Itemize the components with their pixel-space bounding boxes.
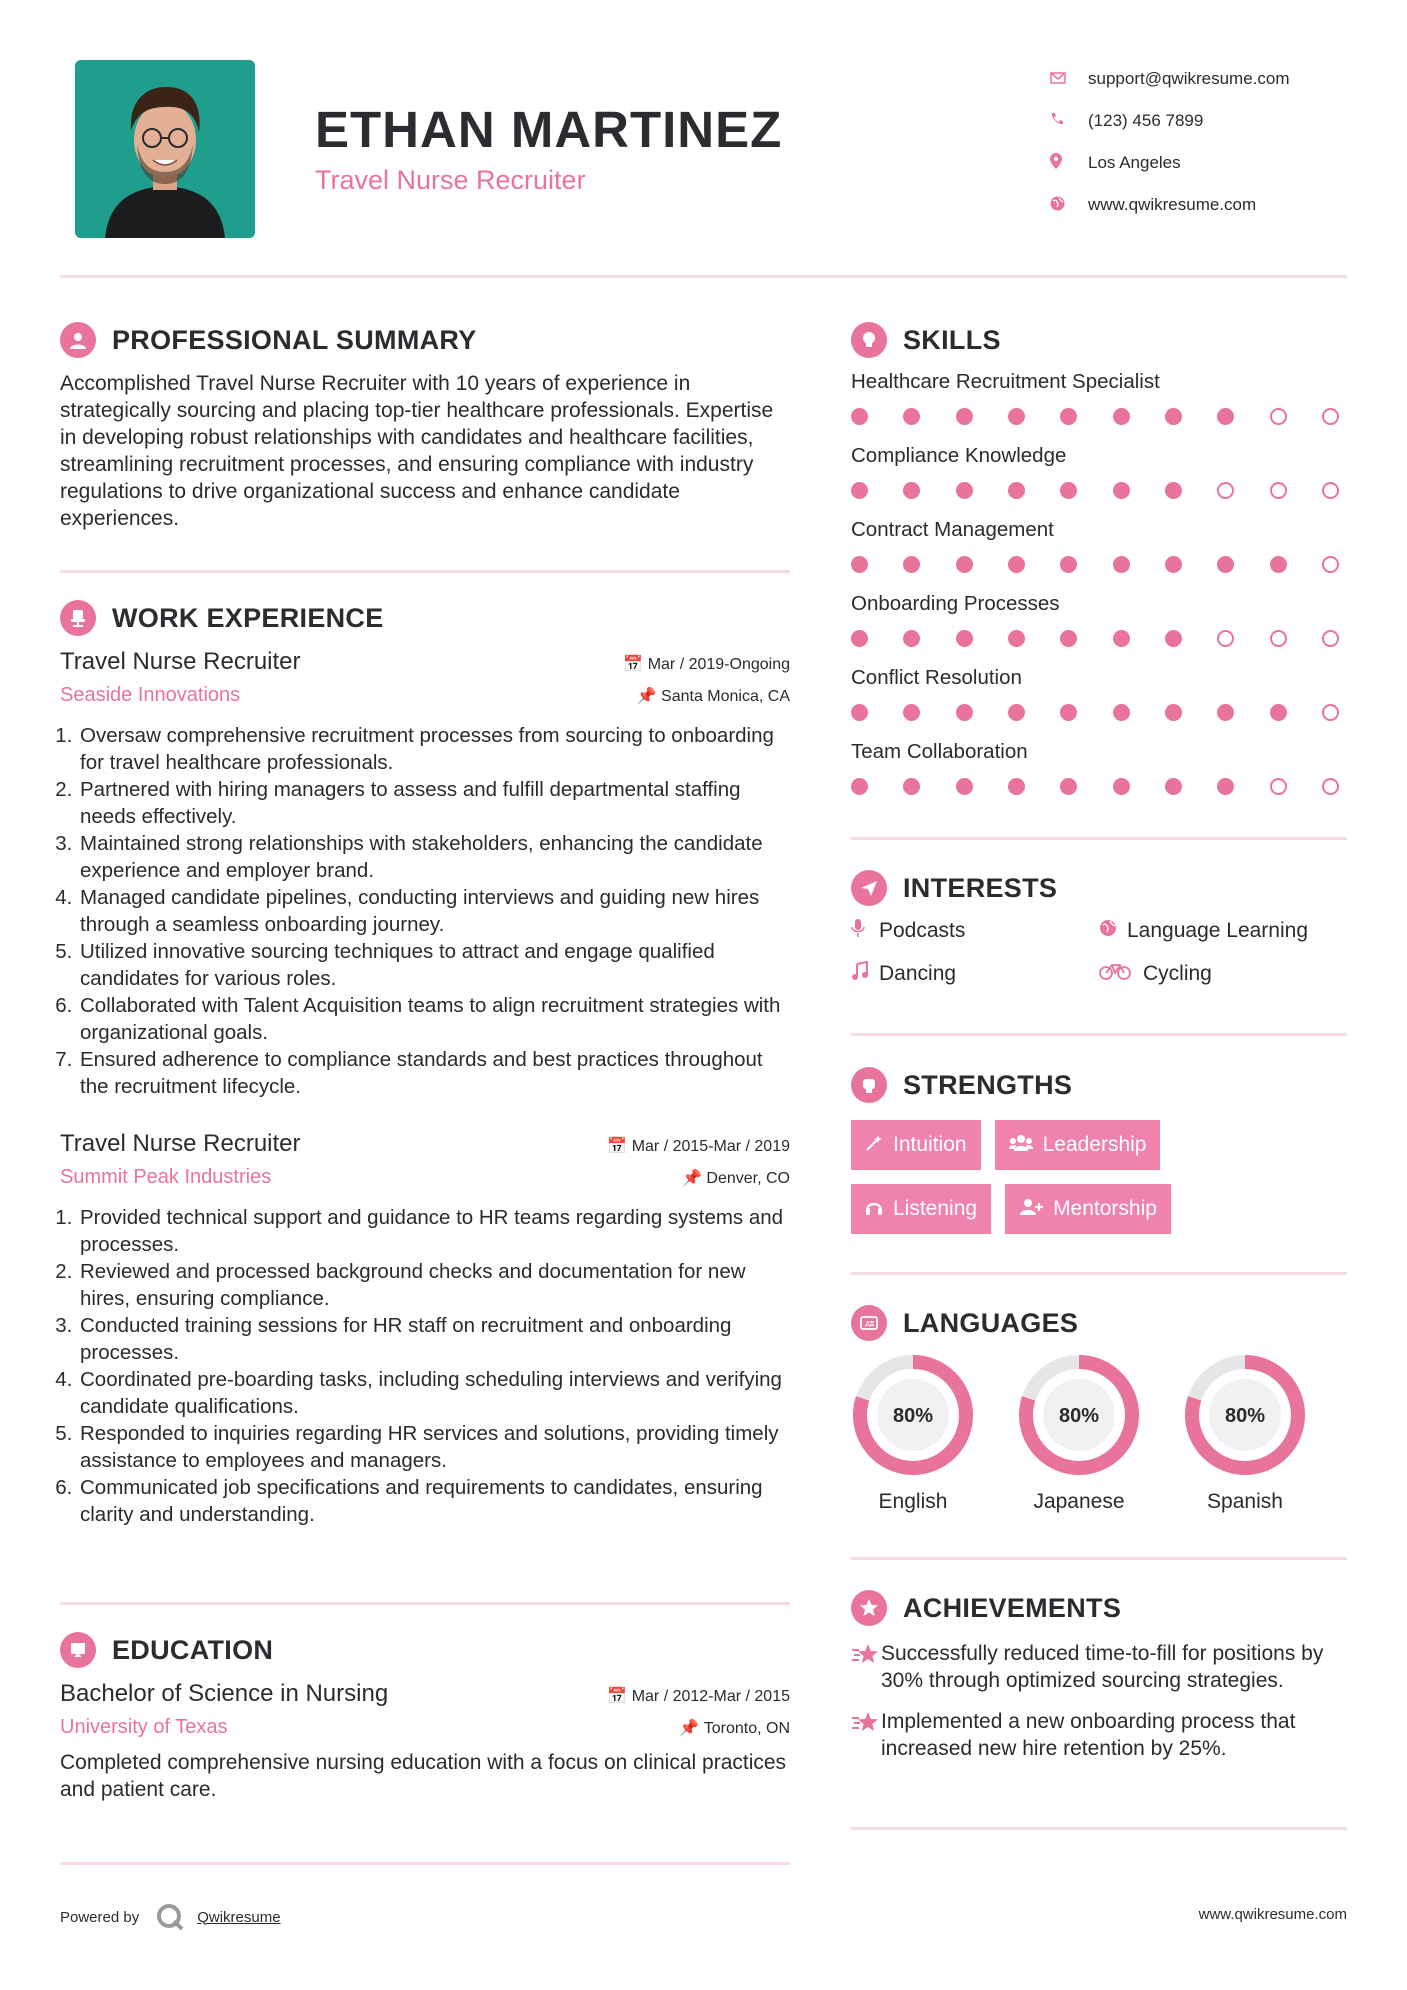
contact-list: [1050, 58, 1370, 226]
user-icon: [60, 322, 96, 358]
strength-tag: [851, 1184, 991, 1234]
rating-dot-empty: [1217, 482, 1234, 499]
rating-dot-empty: [1322, 778, 1339, 795]
languages-heading: LANGUAGES: [903, 1307, 1079, 1338]
skill-name: Contract Management: [851, 518, 1054, 541]
rating-dot-filled: [956, 408, 973, 425]
divider: [851, 1827, 1347, 1830]
strength-label: Listening: [893, 1197, 978, 1220]
language-name: Japanese: [1033, 1490, 1125, 1513]
globe-icon: [1050, 196, 1088, 215]
achievement-item: [851, 1708, 1347, 1762]
list-item: 4. Managed candidate pipelines, conducting interviews and guiding new hires through a seamless onboarding journey.: [78, 884, 790, 938]
interest-item: [1099, 961, 1339, 986]
rating-dot-filled: [1060, 556, 1077, 573]
divider: [851, 1272, 1347, 1275]
rating-dot-filled: [1165, 704, 1182, 721]
rating-dot-filled: [1008, 408, 1025, 425]
skill-item: [851, 740, 1347, 814]
rating-dot-filled: [851, 408, 868, 425]
contact-email-text: support@qwikresume.com: [1088, 69, 1290, 88]
skill-item: [851, 592, 1347, 666]
interest-label: Language Learning: [1127, 918, 1309, 942]
microphone-icon: [851, 918, 879, 943]
interests-section: [851, 870, 1347, 986]
rating-dot-filled: [956, 778, 973, 795]
graduation-icon: [60, 1632, 96, 1668]
language-percent: 80%: [1058, 1405, 1100, 1427]
rating-dot-filled: [1113, 482, 1130, 499]
skill-rating: [851, 768, 1339, 814]
rating-dot-empty: [1322, 556, 1339, 573]
calendar-icon: 📅: [607, 1688, 632, 1705]
divider: [60, 1862, 790, 1865]
skills-heading: SKILLS: [903, 324, 1001, 355]
qwikresume-logo-icon: [155, 1902, 185, 1932]
contact-website-text: www.qwikresume.com: [1088, 195, 1257, 214]
skill-item: [851, 444, 1347, 518]
rating-dot-filled: [1113, 704, 1130, 721]
education-heading: EDUCATION: [112, 1634, 274, 1665]
interest-item: [1099, 918, 1339, 943]
skills-list: [851, 370, 1347, 814]
headphones-icon: [865, 1198, 883, 1221]
rating-dot-filled: [1060, 408, 1077, 425]
experience-section: [60, 600, 790, 1528]
rating-dot-filled: [903, 704, 920, 721]
powered-by-label: Powered by: [60, 1908, 140, 1926]
list-item: 3. Maintained strong relationships with stakeholders, enhancing the candidate experience and employer brand.: [78, 830, 790, 884]
job-title: Travel Nurse Recruiter: [60, 1130, 301, 1157]
rating-dot-filled: [851, 778, 868, 795]
job-date-text: Mar / 2015-Mar / 2019: [631, 1138, 790, 1155]
achievements-section: [851, 1590, 1347, 1762]
job-entry: [60, 1130, 790, 1528]
rating-dot-filled: [1008, 704, 1025, 721]
map-marker-icon: [1050, 153, 1088, 173]
list-item: 3. Conducted training sessions for HR staff on recruitment and onboarding processes.: [78, 1312, 790, 1366]
divider: [851, 1033, 1347, 1036]
envelope-icon: [1050, 71, 1088, 88]
rating-dot-filled: [1060, 778, 1077, 795]
divider: [60, 570, 790, 573]
contact-location: [1050, 142, 1370, 184]
skill-rating: [851, 472, 1339, 518]
rating-dot-empty: [1322, 482, 1339, 499]
pushpin-icon: 📌: [682, 1170, 707, 1187]
language-ring: [1183, 1353, 1307, 1477]
skill-item: [851, 666, 1347, 740]
list-item: 2. Reviewed and processed background checks and documentation for new hires, ensuring compliance.: [78, 1258, 790, 1312]
skill-name: Onboarding Processes: [851, 592, 1060, 615]
rating-dot-filled: [1217, 408, 1234, 425]
rating-dot-filled: [1113, 556, 1130, 573]
strength-label: Leadership: [1042, 1133, 1147, 1156]
rating-dot-empty: [1270, 778, 1287, 795]
star-badge-icon: [851, 1590, 887, 1626]
job-bullets: [60, 1204, 790, 1528]
rating-dot-filled: [1165, 778, 1182, 795]
summary-heading: PROFESSIONAL SUMMARY: [112, 324, 477, 355]
fist-icon: [851, 1067, 887, 1103]
contact-email[interactable]: [1050, 58, 1370, 100]
rating-dot-filled: [1165, 482, 1182, 499]
candidate-title: Travel Nurse Recruiter: [315, 165, 586, 195]
list-item: 1. Oversaw comprehensive recruitment processes from sourcing to onboarding for travel healthcare professionals.: [78, 722, 790, 776]
job-location-text: Denver, CO: [706, 1170, 790, 1187]
rating-dot-filled: [903, 630, 920, 647]
rating-dot-filled: [1008, 630, 1025, 647]
strengths-section: [851, 1067, 1347, 1234]
rating-dot-filled: [851, 556, 868, 573]
skill-rating: [851, 620, 1339, 666]
list-item: 4. Coordinated pre-boarding tasks, including scheduling interviews and verifying candidate qualifications.: [78, 1366, 790, 1420]
interest-label: Podcasts: [879, 918, 966, 942]
rating-dot-empty: [1322, 704, 1339, 721]
languages-list: [851, 1353, 1347, 1514]
magic-wand-icon: [865, 1134, 883, 1157]
rating-dot-filled: [1217, 556, 1234, 573]
strength-tag: [1005, 1184, 1171, 1234]
candidate-name: ETHAN MARTINEZ: [315, 101, 783, 158]
interest-item: [851, 961, 1099, 986]
rating-dot-filled: [1165, 556, 1182, 573]
skill-item: [851, 370, 1347, 444]
rating-dot-filled: [903, 482, 920, 499]
education-section: [60, 1632, 790, 1803]
rating-dot-empty: [1270, 630, 1287, 647]
rating-dot-filled: [851, 704, 868, 721]
education-location-text: Toronto, ON: [703, 1720, 790, 1737]
rating-dot-filled: [851, 482, 868, 499]
rating-dot-filled: [1270, 704, 1287, 721]
education-description: Completed comprehensive nursing education with a focus on clinical practices and patient care.: [60, 1751, 787, 1801]
skills-section: [851, 322, 1347, 814]
language-percent: 80%: [892, 1405, 934, 1427]
degree-title: Bachelor of Science in Nursing: [60, 1680, 389, 1707]
music-note-icon: [851, 961, 879, 986]
language-name: English: [878, 1490, 948, 1513]
skill-name: Team Collaboration: [851, 740, 1028, 763]
list-item: 5. Utilized innovative sourcing techniques to attract and engage qualified candidates for various roles.: [78, 938, 790, 992]
divider: [60, 1602, 790, 1605]
star-icon: [851, 1640, 881, 1674]
strength-tag: [995, 1120, 1161, 1170]
rating-dot-empty: [1270, 408, 1287, 425]
interests-list: [851, 918, 1347, 986]
pushpin-icon: 📌: [679, 1720, 704, 1737]
language-item: [851, 1353, 975, 1514]
rating-dot-filled: [1165, 408, 1182, 425]
rating-dot-filled: [1165, 630, 1182, 647]
user-plus-icon: [1019, 1198, 1043, 1221]
rating-dot-filled: [903, 408, 920, 425]
job-date: [623, 654, 790, 674]
language-name: Spanish: [1207, 1490, 1283, 1513]
strengths-heading: STRENGTHS: [903, 1069, 1073, 1100]
rating-dot-filled: [1113, 778, 1130, 795]
contact-phone[interactable]: [1050, 100, 1370, 142]
rating-dot-filled: [851, 630, 868, 647]
languages-section: [851, 1305, 1347, 1514]
divider: [851, 1557, 1347, 1560]
skill-name: Conflict Resolution: [851, 666, 1022, 689]
job-company: Seaside Innovations: [60, 684, 241, 706]
rating-dot-empty: [1322, 408, 1339, 425]
achievements-heading: ACHIEVEMENTS: [903, 1592, 1122, 1623]
rating-dot-filled: [956, 482, 973, 499]
skill-rating: [851, 398, 1339, 444]
rating-dot-filled: [1008, 556, 1025, 573]
rating-dot-filled: [903, 556, 920, 573]
star-icon: [851, 1708, 881, 1742]
language-item: [1017, 1353, 1141, 1514]
list-item: 7. Ensured adherence to compliance standards and best practices throughout the recruitment lifecycle.: [78, 1046, 790, 1100]
job-bullets: [60, 722, 790, 1100]
job-company: Summit Peak Industries: [60, 1166, 272, 1188]
calendar-icon: 📅: [623, 656, 648, 673]
globe-icon: [1099, 919, 1127, 942]
achievement-text: Successfully reduced time-to-fill for positions by 30% through optimized sourcing strategies.: [881, 1642, 1324, 1692]
lightbulb-icon: [851, 322, 887, 358]
rating-dot-filled: [956, 630, 973, 647]
bicycle-icon: [1099, 962, 1143, 985]
language-ring: [1017, 1353, 1141, 1477]
job-title: Travel Nurse Recruiter: [60, 648, 301, 675]
skill-name: Healthcare Recruitment Specialist: [851, 370, 1160, 393]
job-date-text: Mar / 2019-Ongoing: [647, 656, 790, 673]
rating-dot-filled: [1113, 630, 1130, 647]
rating-dot-filled: [956, 704, 973, 721]
briefcase-chair-icon: [60, 600, 96, 636]
experience-heading: WORK EXPERIENCE: [112, 602, 384, 633]
summary-text: Accomplished Travel Nurse Recruiter with 10 years of experience in strategically sourcing and placing top-tier healthcare professionals. Expertise in developing robust relationships with candidates and healthcare facilities, streamlining recruitment processes, and ensuring compliance with industry regulations to drive organizational success and enhance candidate experiences.: [60, 372, 774, 530]
achievement-item: [851, 1640, 1347, 1694]
list-item: 6. Collaborated with Talent Acquisition teams to align recruitment strategies with organizational goals.: [78, 992, 790, 1046]
achievement-text: Implemented a new onboarding process that increased new hire retention by 25%.: [881, 1710, 1296, 1760]
interest-label: Cycling: [1143, 961, 1212, 985]
skill-name: Compliance Knowledge: [851, 444, 1067, 467]
strength-label: Mentorship: [1053, 1197, 1157, 1220]
profile-photo: [75, 60, 255, 238]
language-ring: [851, 1353, 975, 1477]
job-entry: [60, 648, 790, 1100]
list-item: 2. Partnered with hiring managers to assess and fulfill departmental staffing needs effectively.: [78, 776, 790, 830]
strength-label: Intuition: [893, 1133, 967, 1156]
interests-heading: INTERESTS: [903, 872, 1058, 903]
header-divider: [60, 275, 1347, 278]
rating-dot-filled: [1270, 556, 1287, 573]
calendar-icon: 📅: [607, 1138, 632, 1155]
contact-website[interactable]: [1050, 184, 1370, 226]
phone-icon: [1050, 112, 1088, 130]
job-location: [637, 686, 790, 706]
skill-rating: [851, 694, 1339, 740]
skill-item: [851, 518, 1347, 592]
job-date: [607, 1136, 790, 1156]
job-location: [682, 1168, 790, 1188]
contact-location-text: Los Angeles: [1088, 153, 1181, 172]
job-location-text: Santa Monica, CA: [661, 688, 790, 705]
education-date-text: Mar / 2012-Mar / 2015: [631, 1688, 790, 1705]
language-icon: [851, 1305, 887, 1341]
education-location: [679, 1718, 790, 1738]
rating-dot-filled: [1008, 482, 1025, 499]
users-icon: [1009, 1134, 1033, 1157]
rating-dot-filled: [1060, 704, 1077, 721]
rating-dot-empty: [1270, 482, 1287, 499]
list-item: 6. Communicated job specifications and requirements to candidates, ensuring clarity and understanding.: [78, 1474, 790, 1528]
svg-text:A: A: [865, 1320, 871, 1329]
footer-powered-by: [60, 1902, 281, 1932]
divider: [851, 837, 1347, 840]
language-percent: 80%: [1224, 1405, 1266, 1427]
rating-dot-filled: [1217, 778, 1234, 795]
qwikresume-link[interactable]: Qwikresume: [197, 1908, 281, 1926]
rating-dot-filled: [956, 556, 973, 573]
interest-item: [851, 918, 1099, 943]
rating-dot-empty: [1322, 630, 1339, 647]
list-item: 1. Provided technical support and guidance to HR teams regarding systems and processes.: [78, 1204, 790, 1258]
rating-dot-empty: [1217, 630, 1234, 647]
skill-rating: [851, 546, 1339, 592]
list-item: 5. Responded to inquiries regarding HR services and solutions, providing timely assistance to employees and managers.: [78, 1420, 790, 1474]
strength-tag: [851, 1120, 981, 1170]
education-date: [607, 1686, 790, 1706]
interest-label: Dancing: [879, 961, 957, 985]
footer-url[interactable]: www.qwikresume.com: [1198, 1906, 1347, 1923]
rating-dot-filled: [903, 778, 920, 795]
contact-phone-text: (123) 456 7899: [1088, 111, 1204, 130]
pushpin-icon: 📌: [636, 688, 662, 705]
rating-dot-filled: [1060, 630, 1077, 647]
rating-dot-filled: [1008, 778, 1025, 795]
paper-plane-icon: [851, 870, 887, 906]
rating-dot-filled: [1113, 408, 1130, 425]
rating-dot-filled: [1217, 704, 1234, 721]
school-name: University of Texas: [60, 1716, 228, 1738]
language-item: [1183, 1353, 1307, 1514]
summary-section: [60, 322, 790, 532]
rating-dot-filled: [1060, 482, 1077, 499]
